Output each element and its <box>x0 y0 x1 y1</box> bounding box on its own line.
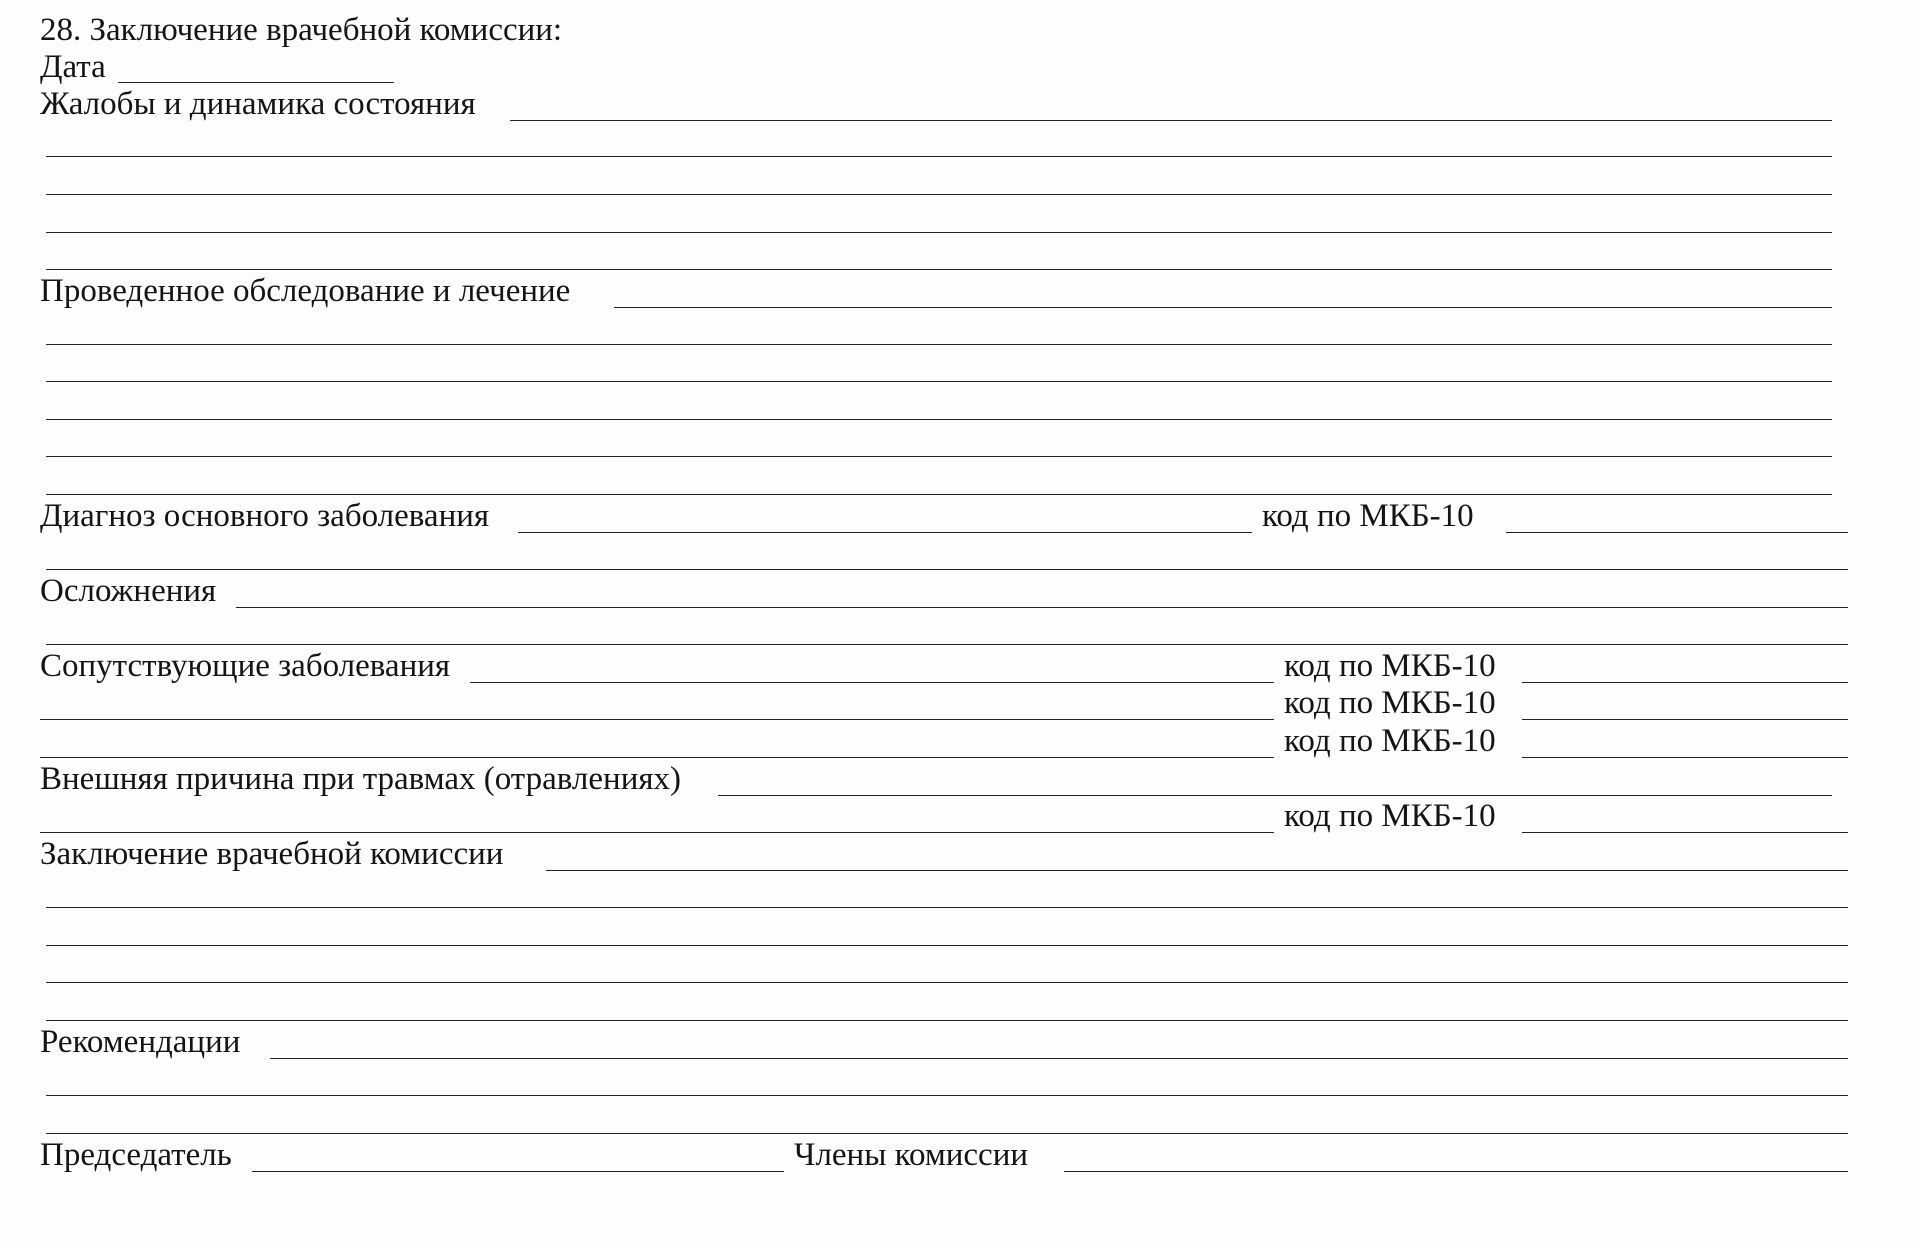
examination-line[interactable] <box>46 381 1832 382</box>
complaints-line[interactable] <box>46 232 1832 233</box>
icd-code-field[interactable] <box>1506 532 1848 533</box>
examination-line[interactable] <box>614 307 1832 308</box>
recommendations-line[interactable] <box>46 1133 1848 1134</box>
chairman-signature-field[interactable] <box>252 1171 784 1172</box>
icd-code-label: код по МКБ-10 <box>1284 798 1496 834</box>
icd-code-label: код по МКБ-10 <box>1262 498 1474 534</box>
conclusion-line[interactable] <box>46 945 1848 946</box>
date-field[interactable] <box>118 82 394 83</box>
complaints-label: Жалобы и динамика состояния <box>40 86 476 122</box>
date-label: Дата <box>40 49 106 85</box>
examination-line[interactable] <box>46 344 1832 345</box>
concomitant-field[interactable] <box>40 757 1274 758</box>
icd-code-label: код по МКБ-10 <box>1284 723 1496 759</box>
icd-code-field[interactable] <box>1522 682 1848 683</box>
external-cause-line[interactable] <box>40 832 1274 833</box>
external-cause-field[interactable] <box>718 795 1832 796</box>
members-signature-field[interactable] <box>1064 1171 1848 1172</box>
recommendations-field[interactable] <box>270 1058 1848 1059</box>
recommendations-line[interactable] <box>46 1095 1848 1096</box>
conclusion-line[interactable] <box>46 1020 1848 1021</box>
icd-code-label: код по МКБ-10 <box>1284 648 1496 684</box>
icd-code-field[interactable] <box>1522 757 1848 758</box>
complications-line[interactable] <box>46 644 1848 645</box>
complaints-line[interactable] <box>46 194 1832 195</box>
external-cause-label: Внешняя причина при травмах (отравлениях) <box>40 761 682 797</box>
form-section-title: 28. Заключение врачебной комиссии: <box>40 12 563 48</box>
examination-label: Проведенное обследование и лечение <box>40 273 571 309</box>
concomitant-field[interactable] <box>40 719 1274 720</box>
concomitant-label: Сопутствующие заболевания <box>40 648 451 684</box>
examination-line[interactable] <box>46 494 1832 495</box>
conclusion-line[interactable] <box>46 982 1848 983</box>
chairman-label: Председатель <box>40 1137 232 1173</box>
conclusion-line[interactable] <box>46 907 1848 908</box>
conclusion-field[interactable] <box>546 870 1848 871</box>
complications-label: Осложнения <box>40 573 217 609</box>
main-diagnosis-label: Диагноз основного заболевания <box>40 498 490 534</box>
icd-code-field[interactable] <box>1522 719 1848 720</box>
icd-code-field[interactable] <box>1522 832 1848 833</box>
complications-field[interactable] <box>236 607 1848 608</box>
members-label: Члены комиссии <box>794 1137 1029 1173</box>
main-diagnosis-line[interactable] <box>46 569 1848 570</box>
conclusion-label: Заключение врачебной комиссии <box>40 836 504 872</box>
complaints-line[interactable] <box>46 156 1832 157</box>
recommendations-label: Рекомендации <box>40 1024 241 1060</box>
icd-code-label: код по МКБ-10 <box>1284 685 1496 721</box>
concomitant-field[interactable] <box>470 682 1274 683</box>
examination-line[interactable] <box>46 456 1832 457</box>
complaints-line[interactable] <box>46 269 1832 270</box>
main-diagnosis-field[interactable] <box>518 532 1252 533</box>
complaints-line[interactable] <box>510 120 1832 121</box>
examination-line[interactable] <box>46 419 1832 420</box>
